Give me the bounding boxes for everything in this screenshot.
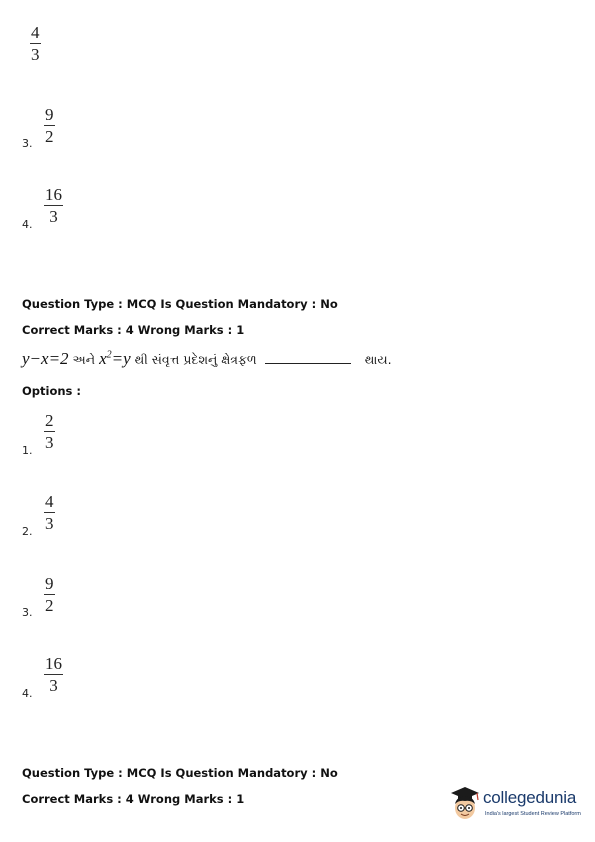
top-option-number: 4. xyxy=(22,218,33,231)
fraction-numerator: 4 xyxy=(45,492,54,511)
question-text-connector: અને xyxy=(72,352,96,367)
fraction-denominator: 3 xyxy=(45,433,54,452)
question-text-body: થી સંવૃત્ત પ્રદેશનું ક્ષેત્રફળ xyxy=(134,352,257,367)
brand-name: collegedunia xyxy=(483,788,577,807)
fraction-denominator: 3 xyxy=(45,514,54,533)
fraction-denominator: 2 xyxy=(45,127,54,146)
fraction-denominator: 3 xyxy=(31,45,40,64)
option-fraction xyxy=(44,575,55,614)
fraction-denominator: 3 xyxy=(49,676,58,695)
question-text xyxy=(22,349,396,369)
top-option-fraction xyxy=(44,186,63,225)
equation-2-base: x xyxy=(99,349,107,368)
fraction-numerator: 16 xyxy=(45,185,62,204)
equation-2-exponent: 2 xyxy=(106,349,112,361)
option-number: 1. xyxy=(22,444,33,457)
option-number: 3. xyxy=(22,606,33,619)
question-text-end: થાય. xyxy=(364,352,392,367)
fraction-denominator: 2 xyxy=(45,596,54,615)
top-option-number: 3. xyxy=(22,137,33,150)
next-question-type-line: Question Type : MCQ Is Question Mandatory : No xyxy=(22,766,338,780)
fraction-numerator: 4 xyxy=(31,23,40,42)
option-number: 2. xyxy=(22,525,33,538)
option-fraction xyxy=(44,655,63,694)
question-type-line: Question Type : MCQ Is Question Mandatory : No xyxy=(22,297,338,311)
equation-1: y−x=2 xyxy=(22,349,69,368)
fraction-numerator: 9 xyxy=(45,574,54,593)
options-label: Options : xyxy=(22,384,81,398)
next-marks-line: Correct Marks : 4 Wrong Marks : 1 xyxy=(22,792,245,806)
top-option-fraction xyxy=(44,106,55,145)
fraction-numerator: 2 xyxy=(45,411,54,430)
fraction-numerator: 16 xyxy=(45,654,62,673)
mascot-icon xyxy=(447,784,483,824)
equation-2-rest: =y xyxy=(111,349,131,368)
collegedunia-logo xyxy=(447,784,587,824)
option-fraction xyxy=(44,493,55,532)
equation-2 xyxy=(99,349,131,369)
fraction-numerator: 9 xyxy=(45,105,54,124)
fraction-denominator: 3 xyxy=(49,207,58,226)
marks-line: Correct Marks : 4 Wrong Marks : 1 xyxy=(22,323,245,337)
option-number: 4. xyxy=(22,687,33,700)
option-fraction xyxy=(44,412,55,451)
top-option-fraction xyxy=(30,24,41,63)
answer-blank xyxy=(265,362,351,364)
brand-tagline: India's largest Student Review Platform xyxy=(485,811,581,817)
